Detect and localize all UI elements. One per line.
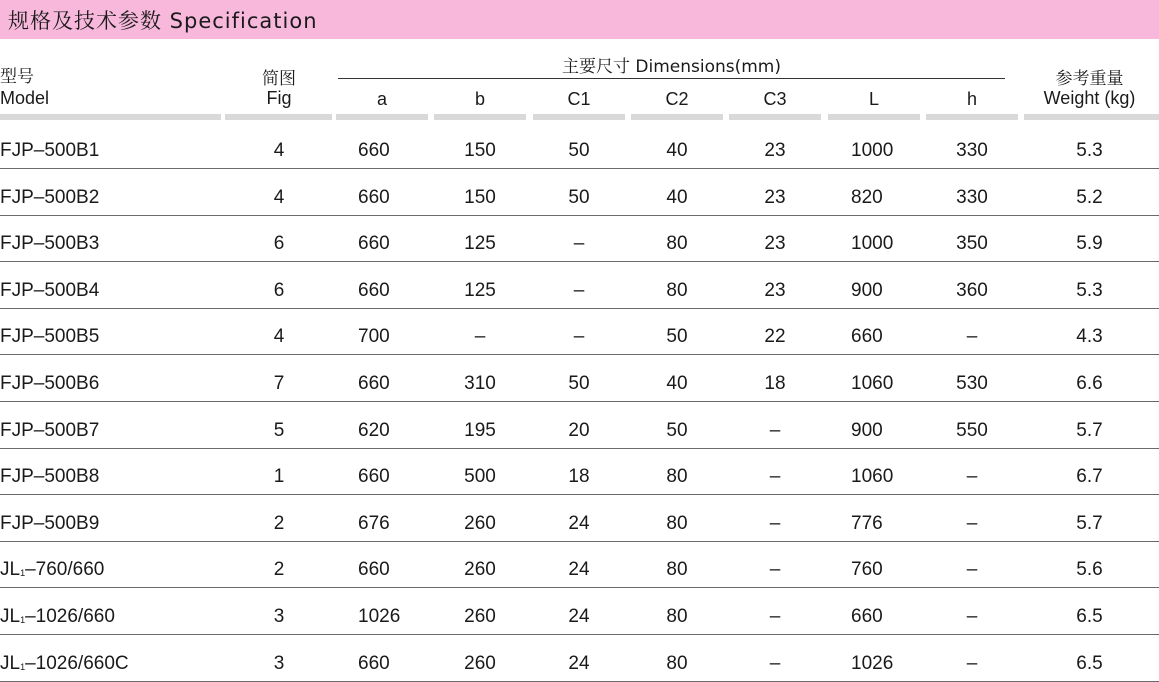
- header-bar: [828, 114, 920, 120]
- cell-fig: 3: [273, 606, 285, 627]
- table-row: [0, 215, 1159, 262]
- cell-h: –: [966, 466, 978, 488]
- cell-a: 620: [358, 419, 390, 441]
- cell-l: 820: [851, 186, 883, 208]
- cell-c3: –: [769, 512, 781, 534]
- cell-c2: 80: [666, 279, 688, 301]
- header-model-en: Model: [0, 88, 50, 108]
- cell-c1: 24: [568, 512, 590, 534]
- cell-a: 660: [358, 140, 390, 161]
- cell-b: 125: [464, 279, 496, 301]
- cell-c3: –: [769, 606, 781, 627]
- cell-c3: 18: [764, 373, 786, 394]
- cell-fig: 4: [273, 186, 285, 208]
- cell-weight: 4.3: [1076, 326, 1103, 348]
- cell-c2: 80: [666, 606, 688, 627]
- header-bar: [225, 114, 332, 120]
- cell-b: 260: [464, 652, 496, 674]
- cell-h: –: [966, 512, 978, 534]
- cell-h: –: [966, 652, 978, 674]
- table-row: [0, 448, 1159, 495]
- cell-h: 530: [956, 373, 988, 394]
- cell-c3: 23: [764, 233, 786, 255]
- cell-c1: 18: [568, 466, 590, 488]
- cell-fig: 6: [273, 233, 285, 255]
- cell-h: –: [966, 606, 978, 627]
- cell-c1: –: [573, 233, 585, 255]
- cell-fig: 3: [273, 652, 285, 674]
- cell-a: 660: [358, 233, 390, 255]
- cell-h: –: [966, 559, 978, 581]
- cell-h: –: [966, 326, 978, 348]
- header-bar: [533, 114, 625, 120]
- cell-c3: –: [769, 559, 781, 581]
- header-col-l: L: [868, 89, 879, 109]
- table-row: [0, 402, 1159, 449]
- cell-fig: 6: [273, 279, 285, 301]
- cell-fig: 2: [273, 559, 285, 581]
- cell-c2: 40: [666, 140, 688, 161]
- cell-weight: 6.5: [1076, 652, 1103, 674]
- cell-c2: 40: [666, 373, 688, 394]
- title-bar: [0, 0, 1159, 39]
- cell-b: 260: [464, 559, 496, 581]
- cell-fig: 5: [273, 419, 285, 441]
- header-model-cn: 型号: [0, 67, 34, 87]
- cell-weight: 6.7: [1076, 466, 1103, 488]
- cell-weight: 5.6: [1076, 559, 1103, 581]
- header-bar: [729, 114, 821, 120]
- cell-b: 150: [464, 186, 496, 208]
- header-col-c3: C3: [763, 89, 787, 109]
- cell-c1: –: [573, 279, 585, 301]
- cell-b: 310: [464, 373, 496, 394]
- header-bar: [926, 114, 1018, 120]
- cell-model: FJP–500B3: [0, 233, 100, 255]
- table-row: [0, 541, 1159, 588]
- cell-model: FJP–500B7: [0, 419, 100, 441]
- cell-c3: 23: [764, 186, 786, 208]
- cell-weight: 5.3: [1076, 140, 1103, 161]
- cell-a: 676: [358, 512, 390, 534]
- header-fig-cn: 简图: [262, 69, 296, 89]
- cell-c2: 80: [666, 559, 688, 581]
- cell-c3: 23: [764, 279, 786, 301]
- header-weight-cn: 参考重量: [1055, 69, 1124, 89]
- table-row: [0, 262, 1159, 309]
- cell-c2: 50: [666, 326, 688, 348]
- cell-b: 125: [464, 233, 496, 255]
- cell-model: FJP–500B2: [0, 186, 100, 208]
- header-bar: [631, 114, 723, 120]
- dimensions-divider: [338, 78, 1005, 79]
- header-col-b: b: [474, 89, 485, 109]
- header-dimensions: 主要尺寸 Dimensions(mm): [561, 57, 781, 77]
- cell-l: 1000: [851, 140, 894, 161]
- cell-l: 660: [851, 606, 883, 627]
- cell-h: 550: [956, 419, 988, 441]
- cell-model: FJP–500B5: [0, 326, 100, 348]
- header-bar: [0, 114, 221, 120]
- cell-c2: 40: [666, 186, 688, 208]
- cell-a: 660: [358, 652, 390, 674]
- cell-fig: 7: [273, 373, 285, 394]
- cell-c1: 20: [568, 419, 590, 441]
- cell-model: FJP–500B9: [0, 512, 100, 534]
- cell-fig: 4: [273, 326, 285, 348]
- header-fig-en: Fig: [266, 88, 292, 108]
- cell-weight: 6.5: [1076, 606, 1103, 627]
- table-row: [0, 308, 1159, 355]
- cell-a: 700: [358, 326, 390, 348]
- cell-c1: 50: [568, 373, 590, 394]
- cell-model: FJP–500B6: [0, 373, 100, 394]
- cell-c3: –: [769, 419, 781, 441]
- header-col-c1: C1: [567, 89, 591, 109]
- cell-c1: 24: [568, 559, 590, 581]
- cell-h: 360: [956, 279, 988, 301]
- cell-fig: 2: [273, 512, 285, 534]
- cell-model: FJP–500B8: [0, 466, 100, 488]
- table-row: [0, 122, 1159, 169]
- header-col-h: h: [966, 89, 977, 109]
- cell-c1: 50: [568, 140, 590, 161]
- header-col-a: a: [376, 89, 387, 109]
- cell-a: 660: [358, 373, 390, 394]
- cell-h: 350: [956, 233, 988, 255]
- cell-a: 660: [358, 559, 390, 581]
- cell-a: 660: [358, 279, 390, 301]
- cell-model: $JL_1-1026/660$: [0, 606, 115, 627]
- cell-c2: 80: [666, 652, 688, 674]
- cell-model: $JL_1-760/660$: [0, 559, 105, 581]
- table-row: [0, 169, 1159, 216]
- cell-c1: 24: [568, 652, 590, 674]
- cell-weight: 5.7: [1076, 419, 1103, 441]
- cell-h: 330: [956, 140, 988, 161]
- cell-weight: 5.9: [1076, 233, 1103, 255]
- cell-b: 500: [464, 466, 496, 488]
- cell-c1: 50: [568, 186, 590, 208]
- cell-a: 660: [358, 186, 390, 208]
- cell-c3: –: [769, 466, 781, 488]
- cell-l: 776: [851, 512, 883, 534]
- cell-weight: 5.3: [1076, 279, 1103, 301]
- cell-a: 1026: [358, 606, 401, 627]
- cell-c1: –: [573, 326, 585, 348]
- header-weight-en: Weight (kg): [1043, 88, 1136, 108]
- cell-c3: –: [769, 652, 781, 674]
- cell-fig: 1: [273, 466, 285, 488]
- cell-h: 330: [956, 186, 988, 208]
- cell-c2: 50: [666, 419, 688, 441]
- cell-c1: 24: [568, 606, 590, 627]
- cell-model: FJP–500B4: [0, 279, 100, 301]
- cell-l: 900: [851, 279, 883, 301]
- header-bar: [434, 114, 526, 120]
- cell-l: 1060: [851, 466, 894, 488]
- cell-weight: 6.6: [1076, 373, 1103, 394]
- cell-a: 660: [358, 466, 390, 488]
- header-col-c2: C2: [665, 89, 689, 109]
- table-row: [0, 495, 1159, 542]
- table-row: [0, 588, 1159, 635]
- cell-c2: 80: [666, 466, 688, 488]
- cell-b: –: [474, 326, 486, 348]
- cell-weight: 5.7: [1076, 512, 1103, 534]
- cell-fig: 4: [273, 140, 285, 161]
- cell-l: 1000: [851, 233, 894, 255]
- cell-l: 1060: [851, 373, 894, 394]
- cell-c2: 80: [666, 512, 688, 534]
- cell-c3: 22: [764, 326, 786, 348]
- cell-b: 260: [464, 606, 496, 627]
- cell-b: 150: [464, 140, 496, 161]
- cell-l: 760: [851, 559, 883, 581]
- header-bar: [336, 114, 428, 120]
- cell-l: 1026: [851, 652, 894, 674]
- cell-l: 660: [851, 326, 883, 348]
- cell-b: 260: [464, 512, 496, 534]
- cell-c3: 23: [764, 140, 786, 161]
- header-bar: [1024, 114, 1159, 120]
- table-row: [0, 635, 1159, 682]
- cell-model: $JL_1-1026/660C$: [0, 652, 129, 674]
- page-title: 规格及技术参数 Specification: [8, 8, 318, 33]
- cell-l: 900: [851, 419, 883, 441]
- table-row: [0, 355, 1159, 402]
- cell-model: FJP–500B1: [0, 140, 100, 161]
- cell-b: 195: [464, 419, 496, 441]
- cell-weight: 5.2: [1076, 186, 1103, 208]
- cell-c2: 80: [666, 233, 688, 255]
